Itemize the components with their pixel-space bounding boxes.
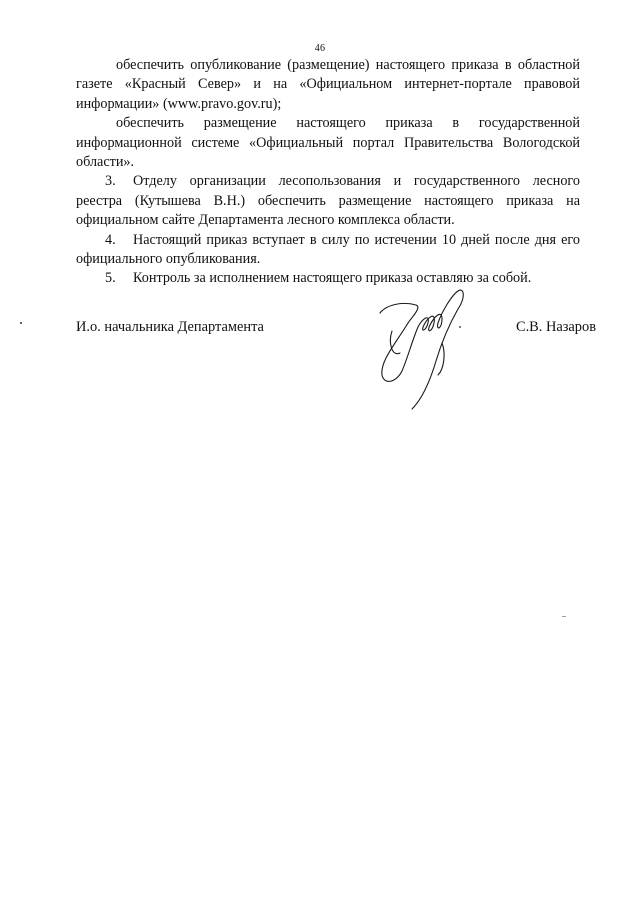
document-body <box>76 56 580 289</box>
signatory-name: С.В. Назаров <box>515 319 596 335</box>
paragraph-portal: обеспечить размещение настоящего приказа в государственной информационной системе «Официальный портал Правительства Вологодской области». <box>76 115 580 171</box>
page-number: 46 <box>314 43 326 54</box>
item-text: Контроль за исполнением настоящего приказа оставляю за собой. <box>133 270 532 287</box>
item-number: 4. <box>105 231 116 248</box>
scan-speck <box>20 322 22 324</box>
paragraph-publication: обеспечить опубликование (размещение) настоящего приказа в областной газете «Красный Север» и на «Официальном интернет-портале правовой информации» (www.pravo.gov.ru); <box>76 57 580 112</box>
item-text: Настоящий приказ вступает в силу по истечении 10 дней после дня его официального опубликования. <box>76 231 580 268</box>
item-number: 5. <box>105 270 116 287</box>
item-text: Отделу организации лесопользования и государственного лесного реестра (Кутышева В.Н.) обеспечить размещение настоящего приказа на официальном сайте Департамента лесного комплекса области. <box>76 173 580 229</box>
signatory-title: И.о. начальника Департамента <box>76 319 264 335</box>
scan-speck <box>562 616 566 617</box>
numbered-item <box>76 172 580 230</box>
item-number: 3. <box>105 173 116 190</box>
handwritten-signature <box>372 283 484 413</box>
numbered-item <box>76 231 580 270</box>
numbered-item <box>76 269 580 288</box>
